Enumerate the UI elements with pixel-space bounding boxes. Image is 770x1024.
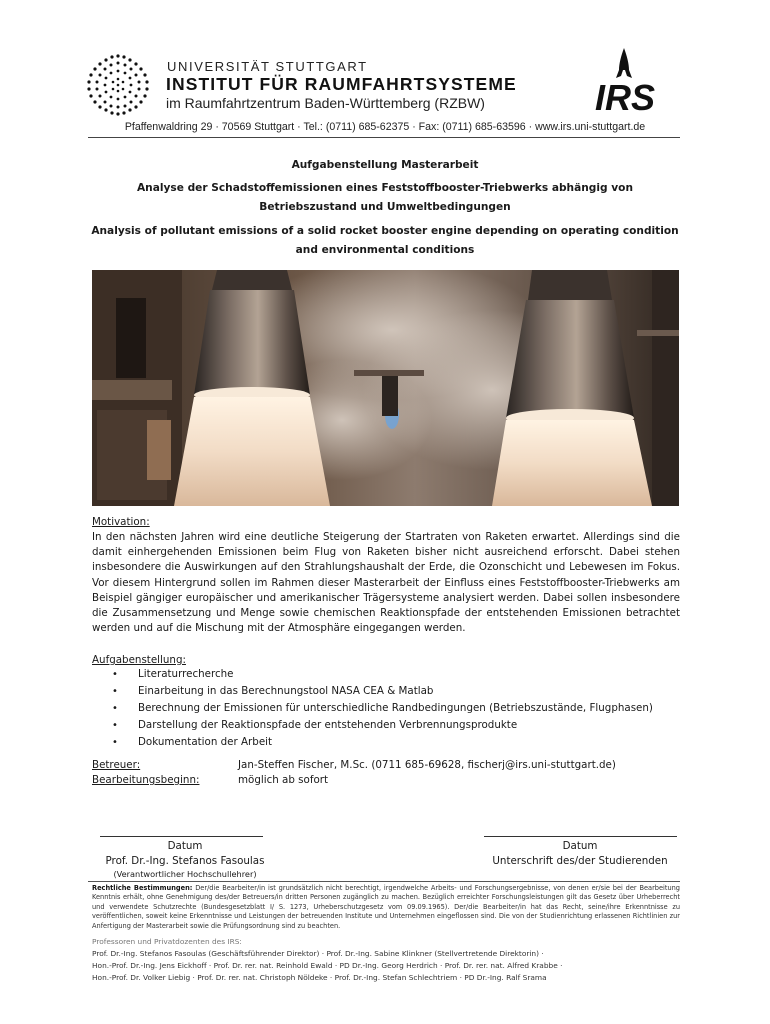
student-signature-label: Unterschrift des/der Studierenden bbox=[492, 855, 668, 867]
list-item: • Darstellung der Reaktionspfade der entstehenden Verbrennungsprodukte bbox=[112, 717, 672, 734]
professor-name: Prof. Dr.-Ing. Stefanos Fasoulas bbox=[105, 855, 265, 867]
university-name: UNIVERSITÄT STUTTGART bbox=[167, 59, 368, 74]
legal-heading: Rechtliche Bestimmungen: bbox=[92, 884, 193, 892]
tasks-label: Aufgabenstellung: bbox=[92, 654, 186, 666]
list-item: • Literaturrecherche bbox=[112, 666, 672, 683]
start-value: möglich ab sofort bbox=[238, 774, 329, 786]
header-divider bbox=[88, 137, 680, 138]
german-title: Analyse der Schadstoffemissionen eines Feststoffbooster-Triebwerks abhängig von Betriebszustand und Umweltbedingungen bbox=[136, 182, 633, 213]
list-item: • Dokumentation der Arbeit bbox=[112, 734, 672, 751]
start-label: Bearbeitungsbeginn: bbox=[92, 774, 200, 786]
professors-heading: Professoren und Privatdozenten des IRS: bbox=[92, 937, 242, 946]
list-item: • Einarbeitung in das Berechnungstool NASA CEA & Matlab bbox=[112, 683, 672, 700]
legal-text: Der/die Bearbeiter/in ist grundsätzlich nicht berechtigt, irgendwelche Arbeits- und Forschungsergebnisse, von denen er/sie bei der Bearbeitung Kenntnis erhält, ohne Genehmigung des/der Betreuers/in dritten Personen zugänglich zu machen. Bezüglich erreichter Forschungsleistungen gilt das Gesetz über Urheberrecht und verwendete Schutzrechte (Bundesgesetzblatt I/ S. 1273, Urheberschutzgesetz vom 09.09.1965). Der/die Bearbeiter/in hat das Recht, seine/ihre Erkenntnisse zu veröffentlichen, soweit keine Erkenntnisse und Leistungen der betreuenden Institute und Unternehmen eingeflossen sind. Die von der Studienrichtung erlassenen Richtlinien zur Anfertigung der Masterarbeit sowie die Prüfungsordnung sind zu beachten. bbox=[92, 884, 680, 930]
signature-line-right bbox=[484, 836, 677, 837]
left-date-label: Datum bbox=[167, 840, 203, 852]
right-date-label: Datum bbox=[562, 840, 598, 852]
institute-address: Pfaffenwaldring 29 · 70569 Stuttgart · Tel.: (0711) 685-62375 · Fax: (0711) 685-63596 · www.irs.uni-stuttgart.de bbox=[124, 121, 646, 133]
rocket-engine-photo bbox=[92, 270, 679, 506]
professor-role: (Verantwortlicher Hochschullehrer) bbox=[113, 869, 257, 879]
supervisor-label: Betreuer: bbox=[92, 759, 141, 771]
irs-rocket-logo-icon bbox=[594, 46, 678, 114]
english-title: Analysis of pollutant emissions of a solid rocket booster engine depending on operating condition and environmental conditions bbox=[91, 225, 679, 256]
motivation-label: Motivation: bbox=[92, 516, 150, 528]
supervisor-value: Jan-Steffen Fischer, M.Sc. (0711 685-69628, fischerj@irs.uni-stuttgart.de) bbox=[238, 759, 616, 771]
professors-line: Hon.-Prof. Dr.-Ing. Jens Eickhoff · Prof. Dr. rer. nat. Reinhold Ewald · PD Dr.-Ing. Georg Herdrich · Prof. Dr. rer. nat. Alfred Krabbe · bbox=[92, 961, 563, 970]
university-logo-icon bbox=[83, 52, 153, 116]
professors-line: Hon.-Prof. Dr. Volker Liebig · Prof. Dr. rer. nat. Christoph Nöldeke · Prof. Dr.-Ing. Stefan Schlechtriem · PD Dr.-Ing. Ralf Srama bbox=[92, 973, 547, 982]
footer-divider bbox=[88, 881, 680, 882]
institute-subtitle: im Raumfahrtzentrum Baden-Württemberg (RZBW) bbox=[166, 95, 485, 111]
document-type-title: Aufgabenstellung Masterarbeit bbox=[291, 159, 479, 171]
signature-line-left bbox=[100, 836, 263, 837]
irs-logo-text: IRS bbox=[595, 77, 656, 114]
motivation-text: In den nächsten Jahren wird eine deutliche Steigerung der Startraten von Raketen erwartet. Allerdings sind die damit einhergehenden Emissionen beim Flug von Raketen bisher nicht ausreichend erforscht. Dabei stehen insbesondere die Auswirkungen auf den Strahlungshaushalt der Erde, die Ozonschicht und Lebewesen im Fokus. Vor diesem Hintergrund sollen im Rahmen dieser Masterarbeit der Einfluss eines Feststoffbooster-Triebwerks am Beispiel gängiger europäischer und amerikanischer Trägersysteme analysiert werden. Dabei sollen insbesondere die Zusammensetzung und Menge sowie chemischen Reaktionspfade der entstehenden Emissionen betrachtet werden und auf die Mischung mit der Atmosphäre eingegangen werden. bbox=[92, 531, 680, 635]
professors-line: Prof. Dr.-Ing. Stefanos Fasoulas (Geschäftsführender Direktor) · Prof. Dr.-Ing. Sabine Klinkner (Stellvertretende Direktorin) · bbox=[92, 949, 544, 958]
institute-name: INSTITUT FÜR RAUMFAHRTSYSTEME bbox=[166, 74, 517, 94]
tasks-list bbox=[112, 666, 672, 751]
list-item: • Berechnung der Emissionen für unterschiedliche Randbedingungen (Betriebszustände, Flugphasen) bbox=[112, 700, 672, 717]
legal-notice bbox=[92, 884, 680, 931]
